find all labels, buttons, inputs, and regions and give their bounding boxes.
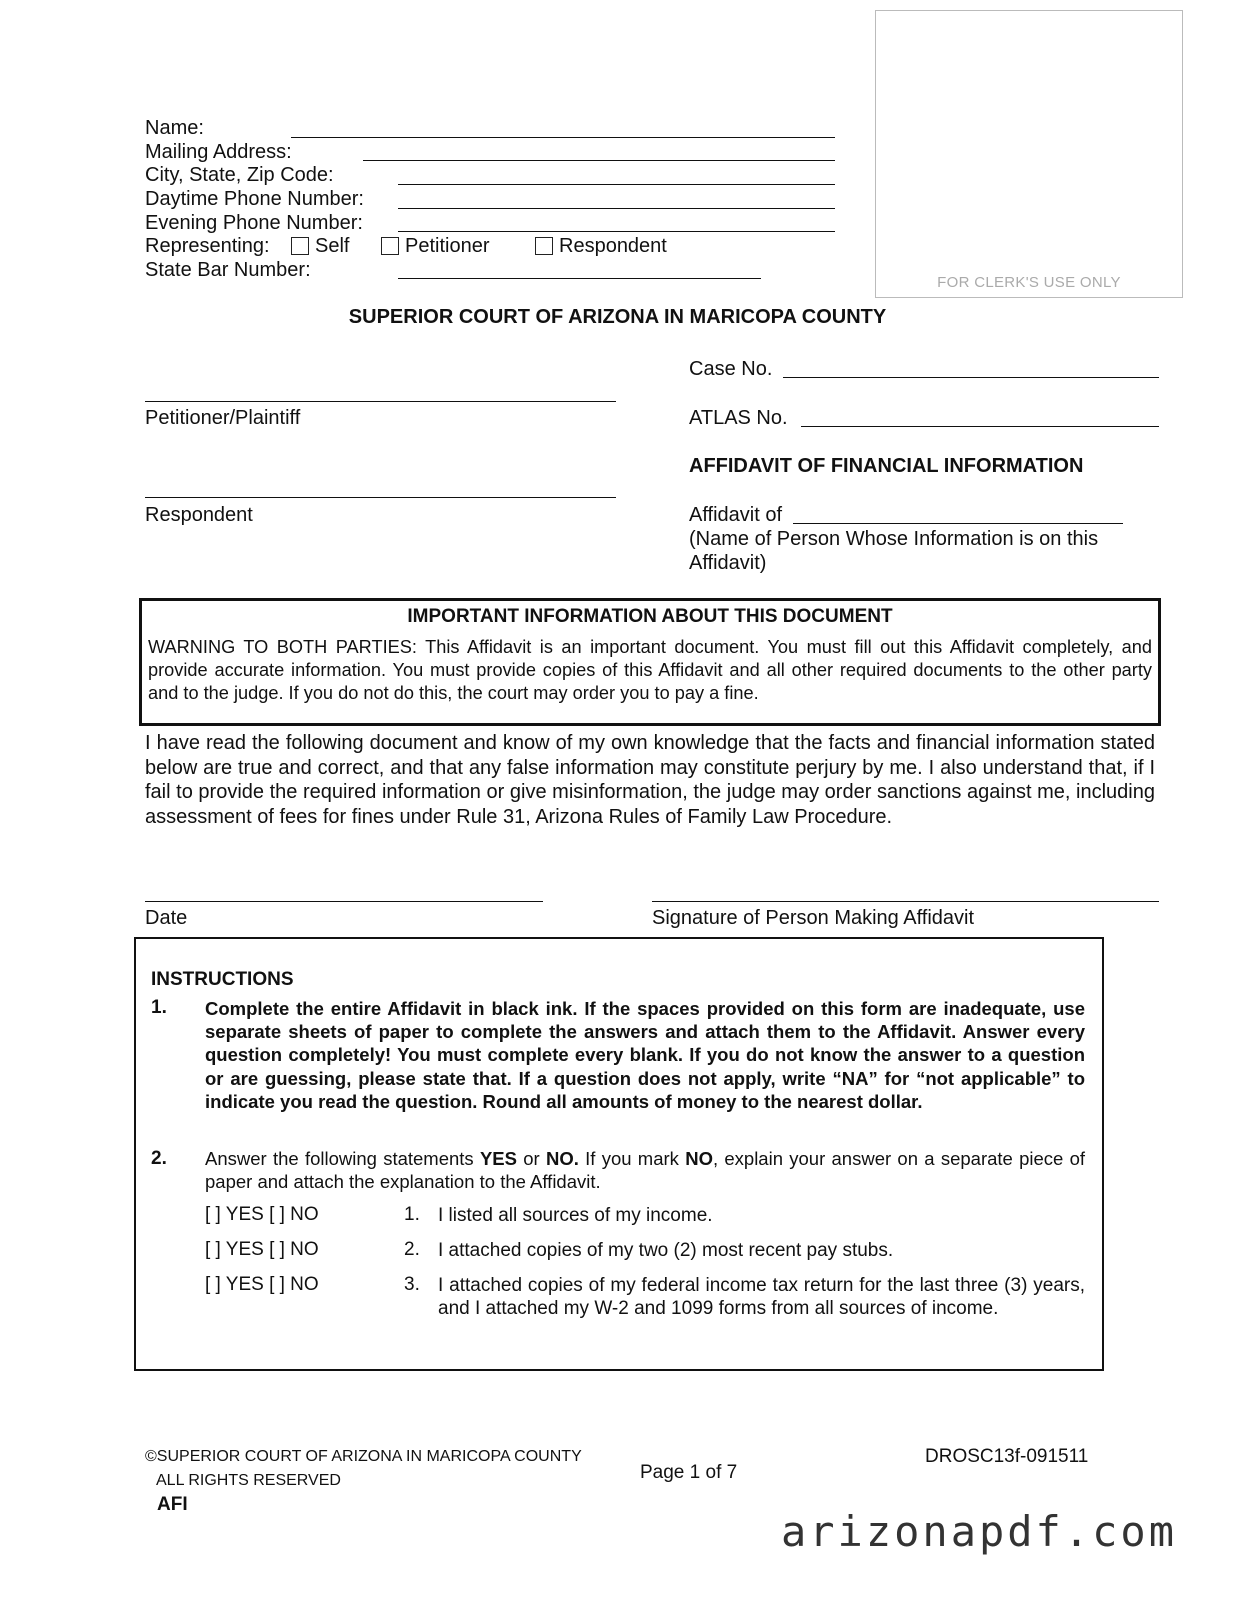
clerk-use-label: FOR CLERK'S USE ONLY bbox=[937, 274, 1121, 291]
yes-no-2[interactable]: [ ] YES [ ] NO bbox=[205, 1239, 319, 1260]
state-bar-label: State Bar Number: bbox=[145, 259, 311, 281]
item2-no2: NO bbox=[685, 1148, 713, 1169]
footer-form-code: AFI bbox=[157, 1494, 188, 1515]
representing-self-option[interactable] bbox=[291, 234, 349, 258]
question-text-2: I attached copies of my two (2) most recent pay stubs. bbox=[438, 1240, 894, 1261]
important-info-heading: IMPORTANT INFORMATION ABOUT THIS DOCUMENT bbox=[407, 606, 893, 627]
case-no-field[interactable] bbox=[783, 377, 1159, 378]
important-info-text: WARNING TO BOTH PARTIES: This Affidavit is an important document. You must fill out this Affidavit completely, and provide accurate information. You must provide copies of this Affidavit and all other required documents to the other party and to the judge. If you do not do this, the court may order you to pay a fine. bbox=[148, 637, 1152, 703]
mailing-address-label: Mailing Address: bbox=[145, 141, 292, 163]
court-title: SUPERIOR COURT OF ARIZONA IN MARICOPA COUNTY bbox=[348, 306, 887, 328]
evening-phone-label: Evening Phone Number: bbox=[145, 212, 363, 234]
instructions-box bbox=[134, 937, 1104, 1371]
question-text-3: I attached copies of my federal income tax return for the last three (3) years, and I attached my W-2 and 1099 forms from all sources of income. bbox=[438, 1275, 1085, 1319]
item2-or: or bbox=[517, 1148, 546, 1169]
page-number: Page 1 of 7 bbox=[640, 1462, 738, 1483]
city-state-zip-label: City, State, Zip Code: bbox=[145, 164, 334, 186]
respondent-label: Respondent bbox=[559, 235, 667, 257]
respondent-name-field[interactable] bbox=[145, 497, 616, 498]
item2-text-c: , explain your answer on a separate piece of paper and attach the explanation to the Affidavit. bbox=[205, 1148, 1086, 1193]
item2-yes: YES bbox=[479, 1148, 517, 1169]
instruction-item-1: Complete the entire Affidavit in black ink. If the spaces provided on this form are inadequate, use separate sheets of paper to complete the answers and attach them to the Affidavit. Answer every question completely! You must complete every blank. If you do not know the answer to a question or are guessing, please state that. If a question does not apply, write “NA” for “not applicable” to indicate you read the question. Round all amounts of money to the nearest dollar. bbox=[205, 998, 1085, 1112]
important-info-box bbox=[139, 598, 1161, 726]
item2-text-a: Answer the following statements bbox=[205, 1148, 480, 1169]
affidavit-of-field[interactable] bbox=[793, 523, 1123, 524]
clerk-use-box bbox=[875, 10, 1183, 298]
watermark: arizonapdf.com bbox=[780, 1507, 1177, 1556]
petitioner-checkbox[interactable] bbox=[381, 237, 399, 255]
signature-label: Signature of Person Making Affidavit bbox=[652, 907, 975, 929]
affidavit-note-line1: (Name of Person Whose Information is on this bbox=[689, 528, 1099, 550]
evening-phone-field[interactable] bbox=[398, 231, 835, 232]
signature-field[interactable] bbox=[652, 901, 1159, 902]
form-id: DROSC13f-091511 bbox=[925, 1446, 1089, 1467]
footer-rights: ALL RIGHTS RESERVED bbox=[156, 1472, 341, 1489]
instruction-item-2 bbox=[205, 1147, 1085, 1193]
atlas-no-label: ATLAS No. bbox=[689, 407, 788, 429]
case-no-label: Case No. bbox=[689, 358, 773, 380]
respondent-checkbox[interactable] bbox=[535, 237, 553, 255]
instruction-number-2: 2. bbox=[151, 1148, 167, 1169]
daytime-phone-label: Daytime Phone Number: bbox=[145, 188, 364, 210]
name-label: Name: bbox=[145, 117, 204, 139]
self-checkbox[interactable] bbox=[291, 237, 309, 255]
question-number-3: 3. bbox=[404, 1274, 420, 1295]
yes-no-1[interactable]: [ ] YES [ ] NO bbox=[205, 1204, 319, 1225]
declaration-text: I have read the following document and know of my own knowledge that the facts and financial information stated below are true and correct, and that any false information may constitute perjury by me. I also understand that, if I fail to provide the required information or give misinformation, the judge may order sanctions against me, including assessment of fees for fines under Rule 31, Arizona Rules of Family Law Procedure. bbox=[145, 732, 1155, 828]
affidavit-note-line2: Affidavit) bbox=[689, 552, 767, 574]
affidavit-of-label: Affidavit of bbox=[689, 504, 783, 526]
instruction-number-1: 1. bbox=[151, 997, 167, 1018]
instructions-heading: INSTRUCTIONS bbox=[151, 969, 294, 990]
date-label: Date bbox=[145, 907, 188, 929]
petitioner-label: Petitioner bbox=[405, 235, 490, 257]
atlas-no-field[interactable] bbox=[801, 426, 1159, 427]
city-state-zip-field[interactable] bbox=[398, 184, 835, 185]
daytime-phone-field[interactable] bbox=[398, 208, 835, 209]
petitioner-name-field[interactable] bbox=[145, 401, 616, 402]
question-number-1: 1. bbox=[404, 1204, 420, 1225]
representing-respondent-option[interactable] bbox=[535, 234, 667, 258]
question-text-1: I listed all sources of my income. bbox=[438, 1205, 713, 1226]
question-number-2: 2. bbox=[404, 1239, 420, 1260]
state-bar-field[interactable] bbox=[398, 278, 761, 279]
mailing-address-field[interactable] bbox=[363, 160, 835, 161]
name-field[interactable] bbox=[291, 137, 835, 138]
respondent-caption-label: Respondent bbox=[145, 504, 253, 526]
date-field[interactable] bbox=[145, 901, 543, 902]
petitioner-label: Petitioner/Plaintiff bbox=[145, 407, 301, 429]
yes-no-3[interactable]: [ ] YES [ ] NO bbox=[205, 1274, 319, 1295]
representing-petitioner-option[interactable] bbox=[381, 234, 490, 258]
document-title: AFFIDAVIT OF FINANCIAL INFORMATION bbox=[689, 455, 1084, 477]
self-label: Self bbox=[315, 235, 350, 257]
item2-text-b: If you mark bbox=[578, 1148, 686, 1169]
footer-copyright: ©SUPERIOR COURT OF ARIZONA IN MARICOPA COUNTY bbox=[145, 1448, 582, 1465]
representing-label: Representing: bbox=[145, 235, 270, 257]
item2-no: NO. bbox=[546, 1148, 579, 1169]
